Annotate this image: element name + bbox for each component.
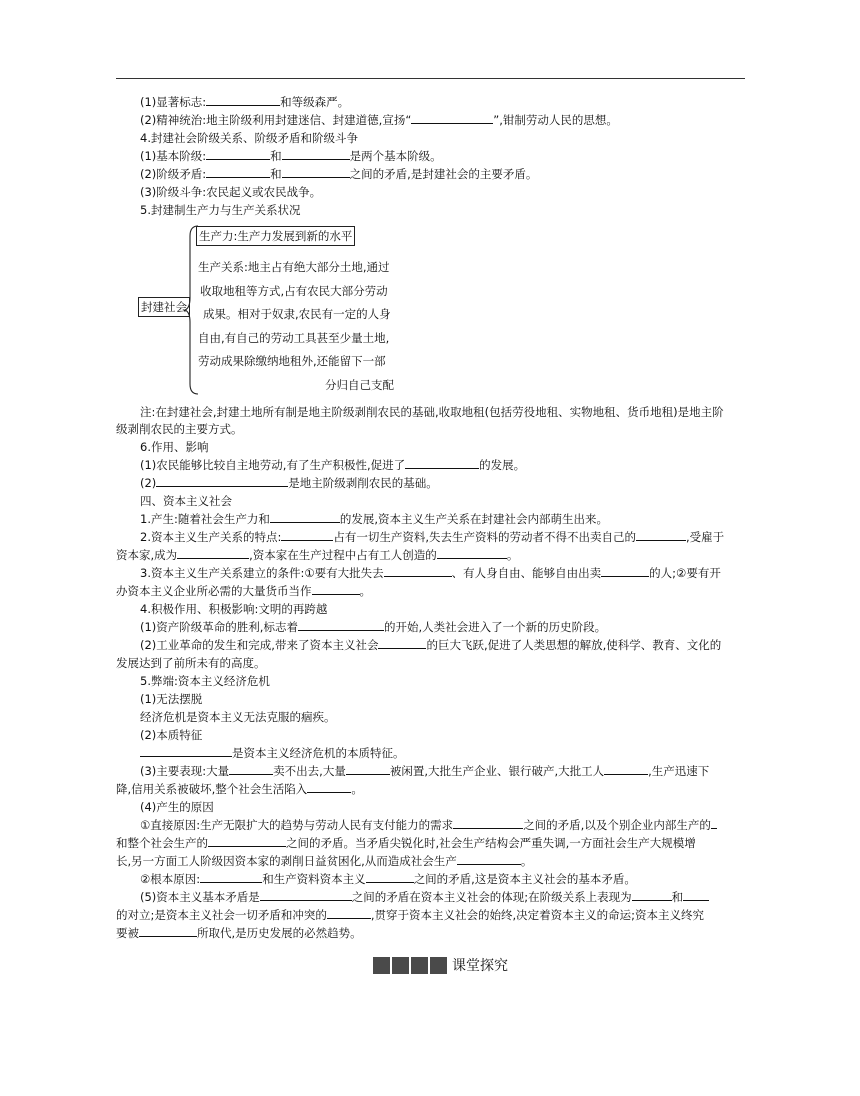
fill-blank[interactable] [282,148,350,160]
fill-blank[interactable] [139,925,197,937]
note-line: 注:在封建社会,封建土地所有制是地主阶级剥削农民的基础,收取地租(包括劳役地租、实物地租、货币地租)是地主阶 [140,405,724,419]
fill-blank[interactable] [711,817,717,829]
text-line: 是资本主义经济危机的本质特征。 [140,745,405,761]
text-line: 办资本主义企业所必需的大量货币当作 。 [116,584,371,598]
fill-blank[interactable] [156,475,288,487]
header-rule [116,78,745,79]
text-line: 长,另一方面工人阶级因资本家的剥削日益贫困化,从而造成社会生产 。 [116,854,533,868]
text-line: (1)无法摆脱 [140,692,203,706]
fill-blank[interactable] [366,871,414,883]
text-line: 3.资本主义生产关系建立的条件:①要有大批失去 、有人身自由、能够自由出卖 的人;②要有开 [140,566,721,580]
text-line: (4)产生的原因 [140,800,214,814]
fill-blank[interactable] [208,835,286,847]
text-line: (3)主要表现:大量 卖不出去,大量 被闲置,大批生产企业、银行破产,大批工人 ,生产迅速下 [140,764,710,778]
diagram-root-box: 封建社会 [138,297,190,317]
fill-blank[interactable] [411,112,493,124]
fill-blank[interactable] [307,781,351,793]
text-line: (1)农民能够比较自主地劳动,有了生产积极性,促进了 的发展。 [140,458,526,472]
fill-blank[interactable] [206,94,280,106]
text-line: ②根本原因: 和生产资料资本主义 之间的矛盾,这是资本主义社会的基本矛盾。 [140,872,636,886]
fill-blank[interactable] [457,853,521,865]
banner-block-icon [392,957,409,974]
fill-blank[interactable] [206,166,270,178]
text-line: 要被 所取代,是历史发展的必然趋势。 [116,926,362,940]
text-line: (3)阶级斗争:农民起义或农民战争。 [140,185,322,199]
fill-blank[interactable] [604,763,648,775]
text-line: 资本家,成为 ,资本家在生产过程中占有工人创造的 。 [116,548,519,562]
fill-blank[interactable] [229,763,273,775]
text-line: 和整个社会生产的 之间的矛盾。当矛盾尖锐化时,社会生产结构会严重失调,一方面社会生产大规模增 [116,836,696,850]
section-banner [373,955,508,975]
fill-blank[interactable] [270,511,340,523]
section-heading: 5.弊端:资本主义经济危机 [140,674,270,688]
fill-blank[interactable] [384,565,452,577]
fill-blank[interactable] [327,907,371,919]
section-heading: 4.封建社会阶级关系、阶级矛盾和阶级斗争 [140,131,358,145]
text-line: 1.产生:随着社会生产力和 的发展,资本主义生产关系在封建社会内部萌生出来。 [140,512,609,526]
text-line: 2.资本主义生产关系的特点: 占有一切生产资料,失去生产资料的劳动者不得不出卖自己的 ,受雇于 [140,530,725,544]
text-line: (5)资本主义基本矛盾是 之间的矛盾在资本主义社会的体现;在阶级关系上表现为 和 [140,889,709,905]
fill-blank[interactable] [282,166,350,178]
text-line: 发展达到了前所未有的高度。 [116,656,266,670]
banner-block-icon [430,957,447,974]
text-line: 的对立;是资本主义社会一切矛盾和冲突的 ,贯穿于资本主义社会的始终,决定着资本主义的命运;资本主义终究 [116,908,705,922]
fill-blank[interactable] [636,529,686,541]
banner-block-icon [411,957,428,974]
text-line: (1)基本阶级: 和 是两个基本阶级。 [140,149,442,163]
text-line: 经济危机是资本主义无法克服的痼疾。 [140,710,336,724]
fill-blank[interactable] [346,763,390,775]
diagram-productivity-box: 生产力:生产力发展到新的水平 [196,226,355,246]
note-line: 级剥削农民的主要方式。 [116,422,243,436]
fill-blank[interactable] [281,529,333,541]
text-line: 降,信用关系被破坏,整个社会生活陷入 。 [116,782,363,796]
fill-blank[interactable] [601,565,649,577]
text-line: (2) 是地主阶级剥削农民的基础。 [140,476,438,490]
text-line: (2)阶级矛盾: 和 之间的矛盾,是封建社会的主要矛盾。 [140,167,538,181]
fill-blank[interactable] [405,457,479,469]
fill-blank[interactable] [200,871,262,883]
banner-block-icon [373,957,390,974]
section-heading: 4.积极作用、积极影响:文明的再跨越 [140,602,328,616]
fill-blank[interactable] [312,583,360,595]
text-line: (2)工业革命的发生和完成,带来了资本主义社会 的巨大飞跃,促进了人类思想的解放,使科学、教育、文化的 [140,638,722,652]
fill-blank[interactable] [437,547,507,559]
section-heading: 5.封建制生产力与生产关系状况 [140,203,301,217]
fill-blank[interactable] [378,637,426,649]
fill-blank[interactable] [632,889,672,901]
fill-blank[interactable] [206,148,270,160]
fill-blank[interactable] [453,817,523,829]
text-line: (1)显著标志: 和等级森严。 [140,95,350,109]
banner-title: 课堂探究 [452,958,508,974]
diagram-relations-text: 生产关系:地主占有绝大部分土地,通过 收取地租等方式,占有农民大部分劳动 成果。相对于奴隶,农民有一定的人身 自由,有自己的劳动工具甚至少量土地, 劳动成果除缴纳地租外,还能留下一部 分归自己支配 [198,260,394,392]
text-line: (1)资产阶级革命的胜利,标志着 的开始,人类社会进入了一个新的历史阶段。 [140,620,607,634]
fill-blank[interactable] [140,745,232,757]
fill-blank[interactable] [683,889,709,901]
text-line: (2)本质特征 [140,728,203,742]
fill-blank[interactable] [177,547,249,559]
fill-blank[interactable] [298,619,384,631]
section-heading: 6.作用、影响 [140,440,209,454]
text-line: (2)精神统治:地主阶级利用封建迷信、封建道德,宣扬“ ”,钳制劳动人民的思想。 [140,113,618,127]
text-line: ①直接原因:生产无限扩大的趋势与劳动人民有支付能力的需求 之间的矛盾,以及个别企业内部生产的 [140,817,717,833]
section-heading: 四、资本主义社会 [140,494,232,508]
fill-blank[interactable] [260,889,352,901]
